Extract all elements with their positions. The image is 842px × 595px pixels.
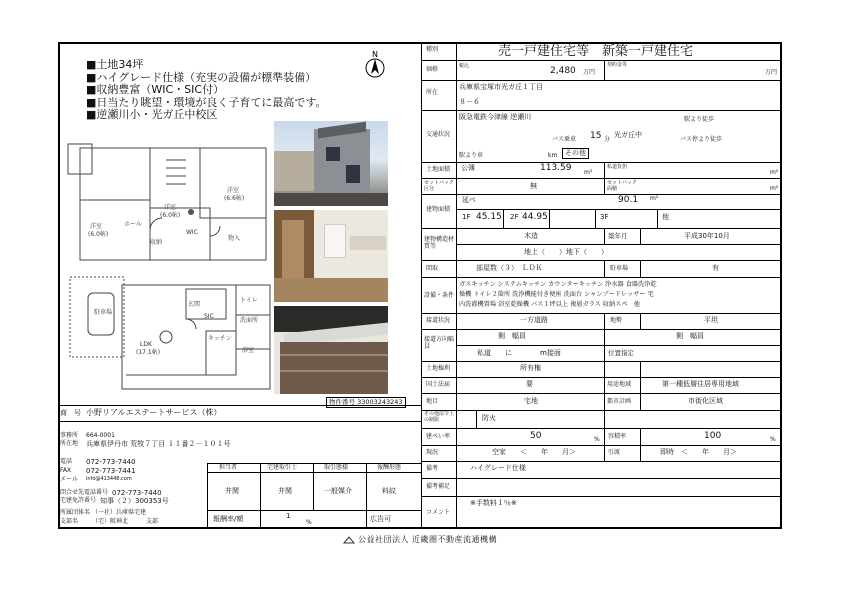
- label: 土地権利: [426, 365, 451, 372]
- terrain: 平坦: [704, 316, 718, 324]
- feature-item: ■逆瀬川小・光ガ丘中校区: [86, 108, 218, 121]
- label: コメント: [426, 509, 451, 516]
- ad-permission: 広告可: [370, 515, 391, 523]
- land-category: 宅地: [524, 397, 538, 405]
- current-status: 空家 ＜ 年 月＞: [492, 448, 576, 456]
- price-value: 2,480: [550, 66, 576, 76]
- label: メール: [60, 476, 78, 483]
- label: 所在地: [60, 440, 79, 447]
- label: 所属団体名: [60, 509, 91, 516]
- label: 交通状況: [426, 131, 451, 138]
- feature-item: ■日当たり眺望・環境が良く子育てに最高です。: [86, 95, 327, 109]
- room-label: キッチン: [208, 335, 232, 342]
- table-cell: 井関: [278, 487, 292, 495]
- footer-association: 公益社団法人 近畿圏不動産流通機構: [358, 535, 498, 544]
- company-email: info@413448.com: [86, 476, 132, 482]
- contact-tel: 072-773-7440: [112, 489, 162, 497]
- label: 所在: [426, 89, 439, 96]
- postal-code: 664-0001: [86, 432, 115, 439]
- road-direction-2: 側 幅員: [676, 332, 704, 340]
- other-restrictions: 防火: [482, 414, 496, 422]
- room-label: 駐車場: [94, 309, 113, 316]
- association: （一社）兵庫県宅建: [92, 509, 147, 516]
- unit: m²: [650, 195, 659, 202]
- label: 建物構造材質等: [424, 236, 455, 250]
- room-label: 洋室: [90, 223, 103, 230]
- company-tel: 072-773-7440: [86, 458, 136, 466]
- unit: m²: [770, 185, 779, 192]
- unit: km: [548, 152, 558, 159]
- road-status: 一方道路: [520, 316, 548, 324]
- room-label: ホール: [124, 221, 142, 228]
- association-logo-icon: [343, 535, 355, 545]
- document-number: 物件番号 33003243243: [326, 397, 406, 408]
- label: 建ぺい率: [426, 433, 451, 440]
- label: 駅より徒歩: [684, 116, 715, 123]
- label: 他: [662, 213, 669, 221]
- exterior-photo: [274, 121, 388, 206]
- land-kind: 公簿: [461, 164, 475, 172]
- land-right: 所有権: [520, 364, 541, 372]
- train-line: 阪急電鉄今津線 逆瀬川: [459, 113, 532, 121]
- equipment-list: [459, 280, 657, 310]
- table-header: 宅建取引士: [267, 464, 298, 471]
- bus-minutes: 15: [590, 131, 602, 141]
- table-cell: 一般媒介: [324, 487, 352, 495]
- room-label: 物入: [228, 235, 241, 242]
- company-fax: 072-773-7441: [86, 467, 136, 475]
- label: 事務所: [60, 432, 79, 439]
- label: バス乗車: [552, 136, 577, 143]
- label: 問合せ先電話番号: [60, 489, 109, 496]
- fee-unit: %: [306, 519, 312, 526]
- feature-item: ■収納豊富（WIC・SIC付）: [86, 83, 225, 96]
- label: セットバック区分: [424, 180, 454, 192]
- label: 1F: [462, 213, 471, 221]
- feature-list: [86, 59, 327, 122]
- layout: 部屋数（３） ＬＤＫ: [476, 264, 543, 272]
- room-label: 洋室: [164, 204, 177, 211]
- equipment-line: ガスキッチン システムキッチン カウンターキッチン 浄水器 食器洗浄乾: [459, 281, 657, 288]
- label: 2F: [510, 213, 519, 221]
- handover: 即時 ＜ 年 月＞: [660, 448, 737, 456]
- label: 国土法届: [426, 381, 451, 388]
- label: セットバック面積: [607, 180, 637, 192]
- comment: ※手数料１％※: [470, 499, 517, 507]
- label: 現況: [426, 449, 439, 456]
- label: 位置指定: [608, 349, 634, 357]
- label: 設備・条件: [424, 292, 455, 299]
- room-label: SIC: [204, 313, 214, 320]
- unit: 万円: [765, 69, 778, 76]
- unit: 分: [604, 136, 611, 143]
- parking: 有: [712, 264, 719, 272]
- company-label: 商 号: [60, 409, 81, 417]
- label: 駅より車: [459, 152, 484, 159]
- address-line2: ８－６: [459, 98, 480, 106]
- feature-item: ■ハイグレード仕様（充実の設備が標準装備）: [86, 70, 317, 84]
- floors: 地上（ ）地下（ ）: [524, 248, 608, 256]
- floor-area-ratio: 100: [704, 431, 722, 441]
- room-label: (6.0帖): [88, 231, 109, 238]
- unit: m²: [584, 169, 593, 176]
- table-header: 担当者: [219, 464, 238, 471]
- room-label: WIC: [186, 229, 198, 236]
- room-label: (6.6帖): [224, 195, 245, 202]
- label: 3F: [600, 213, 609, 221]
- room-label: 玄関: [188, 301, 201, 308]
- room-label: 洗面所: [240, 317, 259, 324]
- label: 種別: [426, 46, 439, 53]
- price-tax-note: 税込: [459, 63, 470, 69]
- structure: 木造: [524, 232, 538, 240]
- label: 建物面積: [426, 206, 451, 213]
- label: 容積率: [608, 433, 627, 440]
- center-divider: [421, 42, 422, 529]
- label: 私道負担: [607, 164, 628, 170]
- road-direction-1: 側 幅員: [498, 332, 526, 340]
- unit: %: [770, 436, 776, 443]
- building-coverage-ratio: 50: [530, 431, 542, 441]
- floor2-area: 44.95: [522, 212, 548, 222]
- label: 地勢: [610, 317, 623, 324]
- table-header: 取引態様: [324, 464, 349, 471]
- law-notification: 要: [526, 380, 533, 388]
- equipment-line: 内洗濯機置場 浴室乾燥機 バス１坪以上 複層ガラス 収納スペ 他: [459, 301, 640, 308]
- living-room-photo: [274, 210, 388, 302]
- label: 土地面積: [426, 166, 451, 173]
- label: 接道状況: [426, 317, 451, 324]
- room-label: 洋室: [227, 187, 240, 194]
- room-label: 収納: [150, 239, 163, 246]
- north-label: N: [372, 50, 378, 59]
- remarks: ハイグレード仕様: [470, 464, 526, 472]
- feature-item: ■土地34坪: [86, 58, 144, 71]
- label: 築年月: [608, 232, 628, 240]
- label: バス停より徒歩: [680, 136, 723, 143]
- label: 電話: [60, 458, 73, 465]
- label: FAX: [60, 467, 72, 474]
- other-label: その他: [562, 148, 589, 159]
- unit: %: [594, 436, 600, 443]
- floor-plan-1f: [66, 275, 271, 395]
- room-label: (17.1帖): [136, 349, 161, 356]
- room-label: LDK: [140, 341, 152, 348]
- table-cell: 井関: [225, 487, 239, 495]
- road-type: 私道 に m接面: [477, 349, 561, 357]
- label: 駐車場: [610, 265, 629, 272]
- label: その他法令上の制限: [424, 411, 455, 423]
- branch: （宅）阪神北 支部: [92, 518, 159, 525]
- label: 引渡: [608, 449, 621, 456]
- property-title: 売一戸建住宅等 新築一戸建住宅: [498, 44, 694, 59]
- room-label: トイレ: [240, 297, 258, 304]
- label: 接道方向幅員: [424, 336, 455, 350]
- land-area: 113.59: [540, 163, 572, 173]
- equipment-line: 燥機 トイレ２箇所 洗浄機能付き便座 洗面台 シャンプードレッサー 宅: [459, 291, 654, 298]
- floor1-area: 45.15: [476, 212, 502, 222]
- bus-stop: 光ガ丘中: [614, 131, 642, 139]
- fee-value: 1: [286, 512, 291, 520]
- building-total-area: 90.1: [618, 195, 639, 205]
- address-line1: 兵庫県宝塚市光ガ丘１丁目: [459, 83, 543, 91]
- label: 契約金等: [607, 62, 628, 68]
- room-label: 浴室: [242, 347, 255, 354]
- north-arrow-icon: [360, 48, 390, 80]
- table-cell: 料紋: [382, 487, 396, 495]
- label: 備考補足: [426, 483, 451, 490]
- label: 備考: [426, 465, 439, 472]
- label: 地目: [426, 398, 439, 405]
- table-header: 報酬形態: [377, 464, 402, 471]
- label: 延べ: [462, 196, 476, 204]
- company-address: 兵庫県伊丹市 荒牧７丁目 １１番２－１０１号: [86, 440, 231, 448]
- unit: m²: [770, 169, 779, 176]
- label: 価格: [426, 66, 439, 73]
- label: 宅建免許番号: [60, 497, 97, 504]
- label: 都市計画: [607, 398, 632, 405]
- built-date: 平成30年10月: [684, 232, 730, 240]
- price-unit: 万円: [583, 69, 596, 76]
- setback-value: 無: [530, 182, 537, 190]
- label: 間取: [426, 265, 439, 272]
- zoning: 第一種低層住居専用地域: [662, 380, 739, 388]
- label: 用途地域: [607, 381, 632, 388]
- license-number: 知事（２）300353号: [100, 497, 169, 505]
- kitchen-photo: [274, 306, 388, 394]
- city-planning: 市街化区域: [688, 397, 723, 405]
- fee-label: 報酬率/額: [213, 515, 244, 523]
- company-name: 小野リアルエステートサービス（株）: [86, 408, 222, 417]
- room-label: (6.0帖): [160, 212, 181, 219]
- label: 支部名: [60, 518, 79, 525]
